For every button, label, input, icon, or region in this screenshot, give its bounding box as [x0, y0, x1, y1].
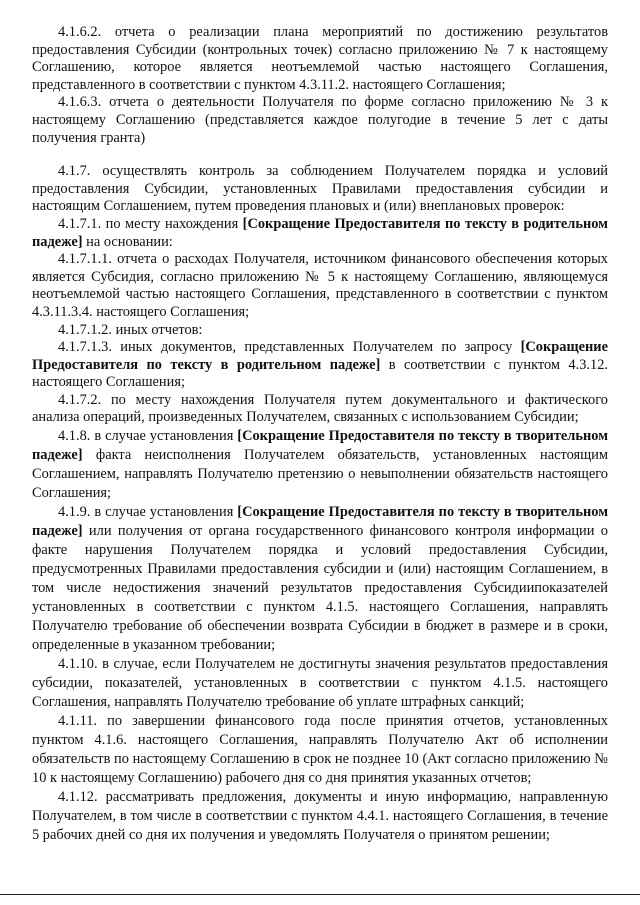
text-run: 4.1.6.2. отчета о реализации плана мероприятий по достижению результатов предоставления Субсидии (контрольных точек) согласно приложению № 7 к настоящему Соглашению, которое является неотъемлемой частью настоящего Соглашения, представленного в соответствии с пунктом 4.3.11.2. настоящего Соглашения;: [32, 24, 608, 93]
page-bottom-rule: [0, 894, 640, 895]
document-text: [32, 24, 608, 845]
text-run: в соответствии с пунктом 4.3.12. настоящего Соглашения;: [32, 356, 608, 391]
paragraph-4-1-8: [32, 427, 608, 503]
text-run: 4.1.11. по завершении финансового года после принятия отчетов, установленных пунктом 4.1.6. настоящего Соглашения, направлять Получателю Акт об исполнении обязательств по настоящему Соглашению в срок не позднее 10 (Акт согласно приложению № 10 к настоящему Соглашению) рабочего дня со дня принятия указанных отчетов;: [32, 713, 608, 787]
paragraph-4-1-7-1-1: [32, 251, 608, 321]
paragraph-4-1-7-1: [32, 216, 608, 251]
bold-placeholder: [Сокращение Предоставителя по тексту в творительном падеже]: [32, 428, 609, 464]
bold-placeholder: [Сокращение Предоставителя по тексту в родительном падеже]: [32, 339, 608, 373]
paragraph-4-1-7: [32, 163, 608, 216]
text-run: 4.1.8. в случае установления: [58, 428, 238, 445]
text-run: или получения от органа государственного финансового контроля информации о факте нарушения Получателем порядка и условий предоставления Субсидии, предусмотренных Правилами предоставления субсидии и (или) настоящим Соглашением, в том числе недостижения значений результатов предоставления Субсидиипоказателей установленных в соответствии с пунктом 4.1.5. настоящего Соглашения, направлять Получателю требование об обеспечении возврата Субсидии в бюджет в размере и в сроки, определенные в указанном требовании;: [32, 523, 608, 654]
paragraph-4-1-10: [32, 655, 608, 712]
text-run: 4.1.7.2. по месту нахождения Получателя путем документального и фактического анализа операций, произведенных Получателем, связанных с использованием Субсидии;: [32, 391, 608, 426]
paragraph-4-1-11: [32, 712, 608, 788]
text-run: на основании:: [82, 233, 173, 250]
text-run: 4.1.6.3. отчета о деятельности Получателя по форме согласно приложению № 3 к настоящему Соглашению (представляется каждое полугодие в течение 5 лет с даты получения гранта): [32, 94, 608, 146]
paragraph-4-1-7-1-2: [32, 322, 608, 340]
text-run: 4.1.12. рассматривать предложения, документы и иную информацию, направленную Получателем, в том числе в соответствии с пунктом 4.4.1. настоящего Соглашения, в течение 5 рабочих дней со дня их получения и уведомлять Получателя о принятом решении;: [32, 789, 608, 844]
text-run: 4.1.7.1.1. отчета о расходах Получателя, источником финансового обеспечения которых является Субсидия, согласно приложению № 5 к настоящему Соглашению, являющемуся неотъемлемой частью настоящего Соглашения, представленного в соответствии с пунктом 4.3.11.3.4. настоящего Соглашения;: [32, 251, 608, 320]
text-run: 4.1.7. осуществлять контроль за соблюдением Получателем порядка и условий предоставления Субсидии, установленных Правилами предоставления субсидии и настоящим Соглашением, путем проведения плановых и (или) внеплановых проверок:: [32, 163, 608, 215]
text-run: 4.1.7.1.3. иных документов, представленных Получателем по запросу: [58, 339, 521, 356]
paragraph-4-1-6-2: [32, 24, 608, 94]
paragraph-4-1-7-1-3: [32, 339, 608, 392]
paragraph-4-1-7-2: [32, 392, 608, 427]
bold-placeholder: [Сокращение Предоставителя по тексту в родительном падеже]: [32, 215, 608, 250]
text-run: 4.1.9. в случае установления: [58, 504, 238, 521]
text-run: 4.1.7.1.2. иных отчетов:: [58, 321, 203, 338]
text-run: факта неисполнения Получателем обязательств, установленных настоящим Соглашением, направлять Получателю претензию о невыполнении обязательств настоящего Соглашения;: [32, 447, 608, 502]
paragraph-4-1-9: [32, 503, 608, 655]
bold-placeholder: [Сокращение Предоставителя по тексту в творительном падеже]: [32, 504, 609, 540]
text-run: 4.1.7.1. по месту нахождения: [58, 215, 243, 232]
text-run: 4.1.10. в случае, если Получателем не достигнуты значения результатов предоставления субсидии, показателей, установленных в соответствии с пунктом 4.1.5. настоящего Соглашения, направлять Получателю требование об уплате штрафных санкций;: [32, 656, 608, 711]
paragraph-4-1-6-3: [32, 94, 608, 147]
paragraph-4-1-12: [32, 788, 608, 845]
